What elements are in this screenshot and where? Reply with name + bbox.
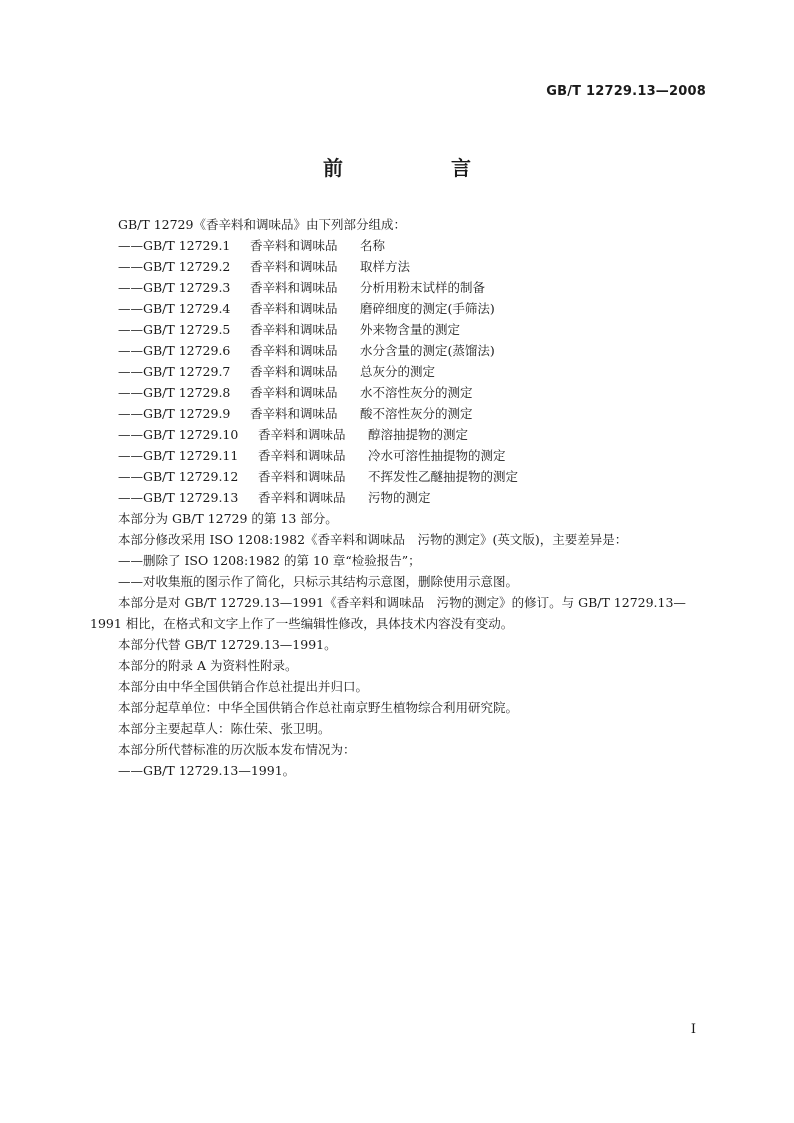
part-name: 水分含量的测定(蒸馏法) bbox=[360, 343, 495, 358]
list-item bbox=[90, 298, 706, 319]
part-name: 外来物含量的测定 bbox=[360, 322, 461, 337]
part-category: 香辛料和调味品 bbox=[250, 385, 338, 400]
paragraph-adoption: 本部分修改采用 ISO 1208:1982《香辛料和调味品 污物的测定》(英文版)，主要差异是： bbox=[118, 532, 628, 547]
part-name: 名称 bbox=[360, 238, 386, 253]
parts-list bbox=[90, 235, 706, 508]
part-name: 酸不溶性灰分的测定 bbox=[360, 406, 473, 421]
paragraph-part-number: 本部分为 GB/T 12729 的第 13 部分。 bbox=[118, 511, 338, 526]
list-item bbox=[90, 340, 706, 361]
part-code: ——GB/T 12729.4 bbox=[118, 301, 231, 316]
part-code: ——GB/T 12729.8 bbox=[118, 385, 231, 400]
part-code: ——GB/T 12729.2 bbox=[118, 259, 231, 274]
list-item bbox=[90, 403, 706, 424]
list-item bbox=[90, 319, 706, 340]
list-item bbox=[90, 235, 706, 256]
part-category: 香辛料和调味品 bbox=[250, 406, 338, 421]
page-title: 前 言 bbox=[323, 156, 515, 180]
list-item bbox=[90, 256, 706, 277]
part-category: 香辛料和调味品 bbox=[250, 259, 338, 274]
part-category: 香辛料和调味品 bbox=[250, 364, 338, 379]
part-category: 香辛料和调味品 bbox=[258, 448, 346, 463]
paragraph-drafters: 本部分主要起草人：陈仕荣、张卫明。 bbox=[118, 721, 331, 736]
list-item bbox=[90, 487, 706, 508]
part-name: 醇溶抽提物的测定 bbox=[368, 427, 469, 442]
part-code: ——GB/T 12729.11 bbox=[118, 448, 239, 463]
part-name: 污物的测定 bbox=[368, 490, 431, 505]
list-item bbox=[90, 466, 706, 487]
part-name: 磨碎细度的测定(手筛法) bbox=[360, 301, 495, 316]
part-category: 香辛料和调味品 bbox=[250, 343, 338, 358]
part-category: 香辛料和调味品 bbox=[250, 301, 338, 316]
paragraph-revision: 本部分是对 GB/T 12729.13—1991《香辛料和调味品 污物的测定》的修订。与 GB/T 12729.13—1991 相比，在格式和文字上作了一些编辑性修改，具体技术内容没有变动。 bbox=[90, 595, 686, 631]
part-name: 分析用粉末试样的制备 bbox=[360, 280, 486, 295]
paragraph-drafting-unit: 本部分起草单位：中华全国供销合作总社南京野生植物综合利用研究院。 bbox=[118, 700, 519, 715]
part-code: ——GB/T 12729.1 bbox=[118, 238, 231, 253]
list-item bbox=[90, 361, 706, 382]
part-code: ——GB/T 12729.12 bbox=[118, 469, 239, 484]
part-code: ——GB/T 12729.5 bbox=[118, 322, 231, 337]
part-code: ——GB/T 12729.9 bbox=[118, 406, 231, 421]
intro-paragraph: GB/T 12729《香辛料和调味品》由下列部分组成： bbox=[118, 217, 406, 232]
part-code: ——GB/T 12729.7 bbox=[118, 364, 231, 379]
foreword-body bbox=[90, 214, 706, 781]
part-category: 香辛料和调味品 bbox=[258, 490, 346, 505]
part-name: 不挥发性乙醚抽提物的测定 bbox=[368, 469, 519, 484]
list-item bbox=[90, 277, 706, 298]
part-category: 香辛料和调味品 bbox=[250, 280, 338, 295]
paragraph-replaces: 本部分代替 GB/T 12729.13—1991。 bbox=[118, 637, 337, 652]
part-category: 香辛料和调味品 bbox=[250, 238, 338, 253]
part-name: 总灰分的测定 bbox=[360, 364, 436, 379]
part-category: 香辛料和调味品 bbox=[258, 427, 346, 442]
list-item bbox=[90, 424, 706, 445]
part-code: ——GB/T 12729.13 bbox=[118, 490, 239, 505]
part-category: 香辛料和调味品 bbox=[250, 322, 338, 337]
part-name: 取样方法 bbox=[360, 259, 411, 274]
list-item bbox=[90, 445, 706, 466]
paragraph-proposer: 本部分由中华全国供销合作总社提出并归口。 bbox=[118, 679, 369, 694]
list-item bbox=[90, 382, 706, 403]
standard-code: GB/T 12729.13—2008 bbox=[546, 84, 706, 99]
paragraph-appendix: 本部分的附录 A 为资料性附录。 bbox=[118, 658, 298, 673]
difference-item: ——删除了 ISO 1208:1982 的第 10 章“检验报告”； bbox=[118, 553, 421, 568]
history-item: ——GB/T 12729.13—1991。 bbox=[118, 763, 296, 778]
part-code: ——GB/T 12729.6 bbox=[118, 343, 231, 358]
part-name: 水不溶性灰分的测定 bbox=[360, 385, 473, 400]
part-code: ——GB/T 12729.10 bbox=[118, 427, 239, 442]
difference-item: ——对收集瓶的图示作了简化，只标示其结构示意图，删除使用示意图。 bbox=[118, 574, 519, 589]
paragraph-history: 本部分所代替标准的历次版本发布情况为： bbox=[118, 742, 356, 757]
part-name: 冷水可溶性抽提物的测定 bbox=[368, 448, 506, 463]
part-code: ——GB/T 12729.3 bbox=[118, 280, 231, 295]
page-number: I bbox=[690, 1022, 696, 1037]
part-category: 香辛料和调味品 bbox=[258, 469, 346, 484]
